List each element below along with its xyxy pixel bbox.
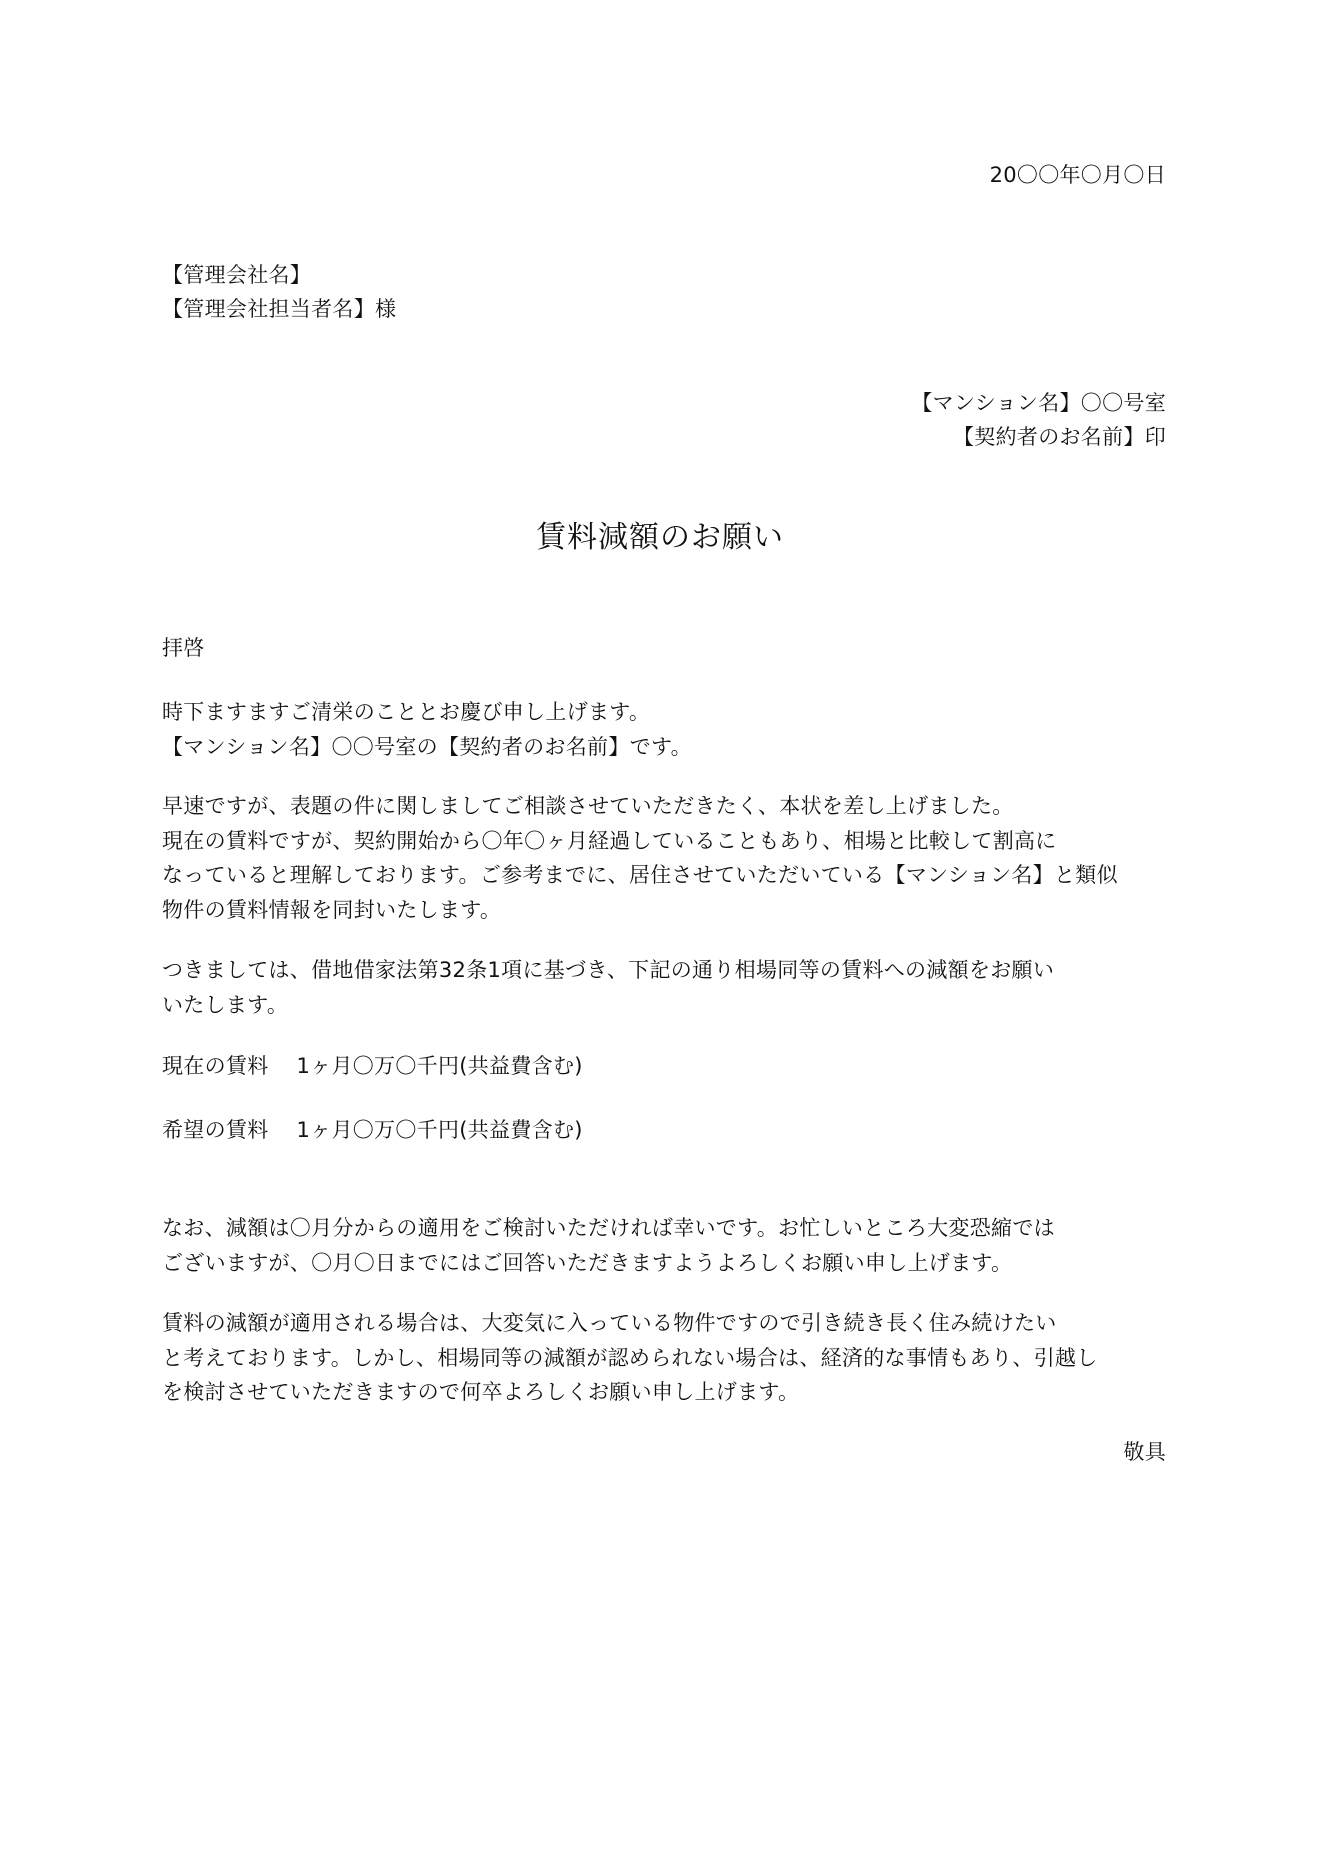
rent-desired-label: 希望の賃料: [162, 1118, 269, 1142]
body-paragraph-3: [162, 1211, 1172, 1280]
rent-desired-value: 1ヶ月〇万〇千円(共益費含む): [296, 1118, 583, 1142]
rent-current-value: 1ヶ月〇万〇千円(共益費含む): [296, 1054, 583, 1078]
paragraph-line: なっていると理解しております。ご参考までに、居住させていただいている【マンション名】と類似: [162, 863, 1118, 887]
opening-salutation: 拝啓: [162, 636, 205, 660]
rent-current-row: [162, 1049, 583, 1083]
letter-title: 賃料減額のお願い: [536, 520, 784, 555]
sender-address: 【マンション名】〇〇号室: [911, 391, 1166, 415]
letter-date: 20〇〇年〇月〇日: [989, 163, 1166, 187]
body-paragraph-2: [162, 953, 1172, 1022]
rent-current-label: 現在の賃料: [162, 1054, 269, 1078]
body-paragraph-1: [162, 789, 1172, 927]
paragraph-line: 現在の賃料ですが、契約開始から〇年〇ヶ月経過していることもあり、相場と比較して割高に: [162, 828, 1057, 853]
paragraph-line: 早速ですが、表題の件に関しましてご相談させていただきたく、本状を差し上げました。: [162, 794, 1014, 818]
paragraph-line: を検討させていただきますので何卒よろしくお願い申し上げます。: [162, 1380, 800, 1404]
paragraph-line: つきましては、借地借家法第32条1項に基づき、下記の通り相場同等の賃料への減額をお願い: [162, 958, 1055, 982]
paragraph-line: 賃料の減額が適用される場合は、大変気に入っている物件ですので引き続き長く住み続けたい: [162, 1311, 1057, 1335]
paragraph-line: ございますが、〇月〇日までにはご回答いただきますようよろしくお願い申し上げます。: [162, 1250, 1013, 1275]
greeting-line: 【マンション名】〇〇号室の【契約者のお名前】です。: [162, 734, 692, 759]
paragraph-line: いたします。: [162, 992, 289, 1017]
greeting-paragraph: [162, 695, 1172, 764]
paragraph-line: 物件の賃料情報を同封いたします。: [162, 897, 502, 922]
greeting-line: 時下ますますご清栄のこととお慶び申し上げます。: [162, 700, 651, 724]
body-paragraph-4: [162, 1306, 1172, 1410]
sender-name: 【契約者のお名前】印: [953, 425, 1166, 449]
paragraph-line: と考えております。しかし、相場同等の減額が認められない場合は、経済的な事情もあり、引越し: [162, 1345, 1098, 1370]
closing-salutation: 敬具: [1123, 1440, 1166, 1464]
paragraph-line: なお、減額は〇月分からの適用をご検討いただければ幸いです。お忙しいところ大変恐縮では: [162, 1216, 1055, 1240]
recipient-company: 【管理会社名】: [162, 263, 312, 287]
rent-desired-row: [162, 1113, 583, 1147]
recipient-person: 【管理会社担当者名】様: [162, 297, 397, 321]
